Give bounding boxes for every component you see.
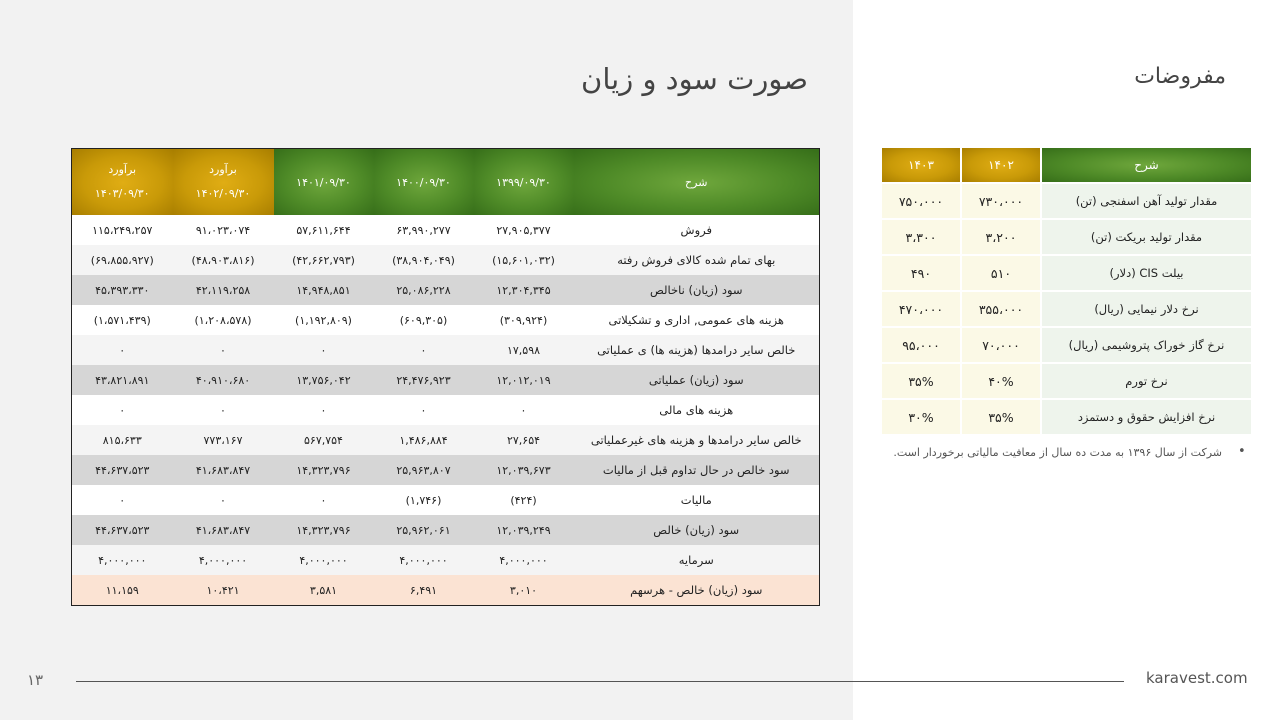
row-label: سود (زیان) خالص - هرسهم	[574, 575, 820, 606]
table-row	[72, 515, 820, 545]
cell-value: ۷۷۳،۱۶۷	[173, 425, 274, 455]
cell-value: ۱۰،۴۲۱	[173, 575, 274, 606]
cell-value: ۰	[274, 335, 374, 365]
cell-value: ۴۱،۶۸۳،۸۴۷	[173, 455, 274, 485]
header-1403: ۱۴۰۳	[881, 148, 961, 183]
row-label: بیلت CIS (دلار)	[1041, 255, 1251, 291]
row-label: سود (زیان) ناخالص	[574, 275, 820, 305]
cell-value: ۵۱۰	[961, 255, 1041, 291]
row-label: خالص سایر درامدها و هزینه های غیرعملیاتی	[574, 425, 820, 455]
cell-value: ۳۵%	[881, 363, 961, 399]
footer-divider	[76, 681, 1124, 682]
cell-value: ۳،۲۰۰	[961, 219, 1041, 255]
row-label: فروش	[574, 215, 820, 245]
cell-value: ۲۷,۶۵۴	[474, 425, 574, 455]
cell-value: ۹۱،۰۲۳،۰۷۴	[173, 215, 274, 245]
cell-value: (۶۰۹,۳۰۵)	[374, 305, 474, 335]
header-forecast-date: ۱۴۰۳/۰۹/۳۰	[94, 187, 150, 200]
row-label: سود خالص در حال تداوم قبل از مالیات	[574, 455, 820, 485]
cell-value: ۴۰،۹۱۰،۶۸۰	[173, 365, 274, 395]
cell-value: ۶۳,۹۹۰,۲۷۷	[374, 215, 474, 245]
row-label: مقدار تولید آهن اسفنجی (تن)	[1041, 183, 1251, 219]
assumptions-table	[880, 148, 1251, 434]
row-label: نرخ تورم	[1041, 363, 1251, 399]
cell-value: ۴۴،۶۳۷،۵۲۳	[72, 455, 173, 485]
table-row	[72, 455, 820, 485]
table-row	[881, 327, 1251, 363]
header-1401: ۱۴۰۱/۰۹/۳۰	[274, 149, 374, 216]
row-label: سرمایه	[574, 545, 820, 575]
cell-value: ۱۴,۹۴۸,۸۵۱	[274, 275, 374, 305]
table-row	[72, 215, 820, 245]
table-row	[881, 183, 1251, 219]
cell-value: ۰	[173, 335, 274, 365]
table-row	[881, 219, 1251, 255]
page-number: ۱۳	[27, 671, 44, 689]
table-row	[72, 335, 820, 365]
table-row	[72, 245, 820, 275]
table-row	[881, 363, 1251, 399]
cell-value: ۴۲،۱۱۹،۲۵۸	[173, 275, 274, 305]
cell-value: ۵۶۷,۷۵۴	[274, 425, 374, 455]
cell-value: ۴۷۰،۰۰۰	[881, 291, 961, 327]
cell-value: ۱۲,۳۰۴,۳۴۵	[474, 275, 574, 305]
header-description: شرح	[1041, 148, 1251, 183]
header-forecast-label: برآورد	[209, 163, 237, 176]
header-1400: ۱۴۰۰/۰۹/۳۰	[374, 149, 474, 216]
website-url: karavest.com	[1146, 669, 1248, 687]
cell-value: ۷۳۰،۰۰۰	[961, 183, 1041, 219]
cell-value: ۴۵،۳۹۳،۳۳۰	[72, 275, 173, 305]
cell-value: ۳۰%	[881, 399, 961, 434]
bullet-icon: •	[1238, 444, 1246, 459]
header-forecast-date: ۱۴۰۲/۰۹/۳۰	[195, 187, 251, 200]
cell-value: ۴۱،۶۸۳،۸۴۷	[173, 515, 274, 545]
table-row	[72, 425, 820, 455]
row-label: بهای تمام شده کالای فروش رفته	[574, 245, 820, 275]
table-row	[72, 365, 820, 395]
page-title: صورت سود و زیان	[581, 62, 808, 96]
cell-value: ۰	[274, 395, 374, 425]
cell-value: (۳۸,۹۰۴,۰۴۹)	[374, 245, 474, 275]
header-1399: ۱۳۹۹/۰۹/۳۰	[474, 149, 574, 216]
cell-value: ۹۵،۰۰۰	[881, 327, 961, 363]
cell-value: ۳۵%	[961, 399, 1041, 434]
tax-exemption-note: شرکت از سال ۱۳۹۶ به مدت ده سال از معافیت مالیاتی برخوردار است.	[893, 446, 1222, 459]
cell-value: ۰	[274, 485, 374, 515]
table-row	[881, 291, 1251, 327]
cell-value: ۰	[173, 395, 274, 425]
row-label: هزینه های مالی	[574, 395, 820, 425]
row-label: خالص سایر درامدها (هزینه ها) ی عملیاتی	[574, 335, 820, 365]
cell-value: ۰	[374, 395, 474, 425]
cell-value: ۷۰،۰۰۰	[961, 327, 1041, 363]
table-row	[72, 485, 820, 515]
cell-value: ۳,۵۸۱	[274, 575, 374, 606]
cell-value: ۱۲,۰۳۹,۲۴۹	[474, 515, 574, 545]
table-row	[72, 545, 820, 575]
cell-value: ۳,۰۱۰	[474, 575, 574, 606]
cell-value: (۴۲۴)	[474, 485, 574, 515]
row-label: مالیات	[574, 485, 820, 515]
cell-value: ۶,۴۹۱	[374, 575, 474, 606]
header-1402-forecast	[173, 149, 274, 216]
row-label: نرخ گاز خوراک پتروشیمی (ریال)	[1041, 327, 1251, 363]
row-label: هزینه های عمومی, اداری و تشکیلاتی	[574, 305, 820, 335]
cell-value: ۲۵,۹۶۳,۸۰۷	[374, 455, 474, 485]
cell-value: ۳،۳۰۰	[881, 219, 961, 255]
cell-value: ۷۵۰،۰۰۰	[881, 183, 961, 219]
cell-value: ۱۳,۷۵۶,۰۴۲	[274, 365, 374, 395]
table-row	[881, 399, 1251, 434]
row-label: سود (زیان) خالص	[574, 515, 820, 545]
cell-value: ۴,۰۰۰,۰۰۰	[173, 545, 274, 575]
row-label: نرخ افزایش حقوق و دستمزد	[1041, 399, 1251, 434]
cell-value: ۰	[474, 395, 574, 425]
table-row	[881, 255, 1251, 291]
cell-value: ۰	[374, 335, 474, 365]
cell-value: ۳۵۵،۰۰۰	[961, 291, 1041, 327]
cell-value: (۴۸،۹۰۳،۸۱۶)	[173, 245, 274, 275]
cell-value: ۰	[173, 485, 274, 515]
cell-value: (۱,۷۴۶)	[374, 485, 474, 515]
cell-value: (۱,۱۹۲,۸۰۹)	[274, 305, 374, 335]
table-header-row	[72, 149, 820, 216]
cell-value: ۱۴,۳۲۳,۷۹۶	[274, 515, 374, 545]
cell-value: ۴۳،۸۲۱،۸۹۱	[72, 365, 173, 395]
cell-value: ۰	[72, 335, 173, 365]
cell-value: ۴۴،۶۳۷،۵۲۳	[72, 515, 173, 545]
cell-value: (۱۵,۶۰۱,۰۳۲)	[474, 245, 574, 275]
header-forecast-label: برآورد	[108, 163, 137, 176]
table-row	[72, 275, 820, 305]
cell-value: (۳۰۹,۹۲۴)	[474, 305, 574, 335]
cell-value: (۱،۵۷۱،۴۳۹)	[72, 305, 173, 335]
cell-value: ۱۱،۱۵۹	[72, 575, 173, 606]
table-header-row	[881, 148, 1251, 183]
cell-value: ۴,۰۰۰,۰۰۰	[474, 545, 574, 575]
cell-value: ۸۱۵،۶۳۳	[72, 425, 173, 455]
row-label: نرخ دلار نیمایی (ریال)	[1041, 291, 1251, 327]
cell-value: ۴,۰۰۰,۰۰۰	[274, 545, 374, 575]
header-1403-forecast	[72, 149, 173, 216]
row-label: مقدار تولید بریکت (تن)	[1041, 219, 1251, 255]
cell-value: ۴,۰۰۰,۰۰۰	[374, 545, 474, 575]
cell-value: ۲۵,۰۸۶,۲۲۸	[374, 275, 474, 305]
table-row	[72, 395, 820, 425]
assumptions-title: مفروضات	[1134, 64, 1226, 89]
row-label: سود (زیان) عملیاتی	[574, 365, 820, 395]
cell-value: (۶۹،۸۵۵،۹۲۷)	[72, 245, 173, 275]
cell-value: (۱،۲۰۸،۵۷۸)	[173, 305, 274, 335]
cell-value: ۴,۰۰۰,۰۰۰	[72, 545, 173, 575]
cell-value: ۰	[72, 485, 173, 515]
cell-value: ۱۲,۰۳۹,۶۷۳	[474, 455, 574, 485]
table-row	[72, 575, 820, 606]
cell-value: ۵۷,۶۱۱,۶۴۴	[274, 215, 374, 245]
cell-value: ۴۰%	[961, 363, 1041, 399]
cell-value: ۱۷,۵۹۸	[474, 335, 574, 365]
cell-value: ۴۹۰	[881, 255, 961, 291]
cell-value: ۱۲,۰۱۲,۰۱۹	[474, 365, 574, 395]
table-row	[72, 305, 820, 335]
header-description: شرح	[574, 149, 820, 216]
cell-value: ۱۱۵،۲۴۹،۲۵۷	[72, 215, 173, 245]
cell-value: ۰	[72, 395, 173, 425]
cell-value: ۱۴,۳۲۳,۷۹۶	[274, 455, 374, 485]
cell-value: ۲۴,۴۷۶,۹۲۳	[374, 365, 474, 395]
cell-value: (۴۲,۶۶۲,۷۹۳)	[274, 245, 374, 275]
cell-value: ۱,۴۸۶,۸۸۴	[374, 425, 474, 455]
header-1402: ۱۴۰۲	[961, 148, 1041, 183]
income-statement-table	[71, 148, 820, 606]
cell-value: ۲۷,۹۰۵,۳۷۷	[474, 215, 574, 245]
cell-value: ۲۵,۹۶۲,۰۶۱	[374, 515, 474, 545]
